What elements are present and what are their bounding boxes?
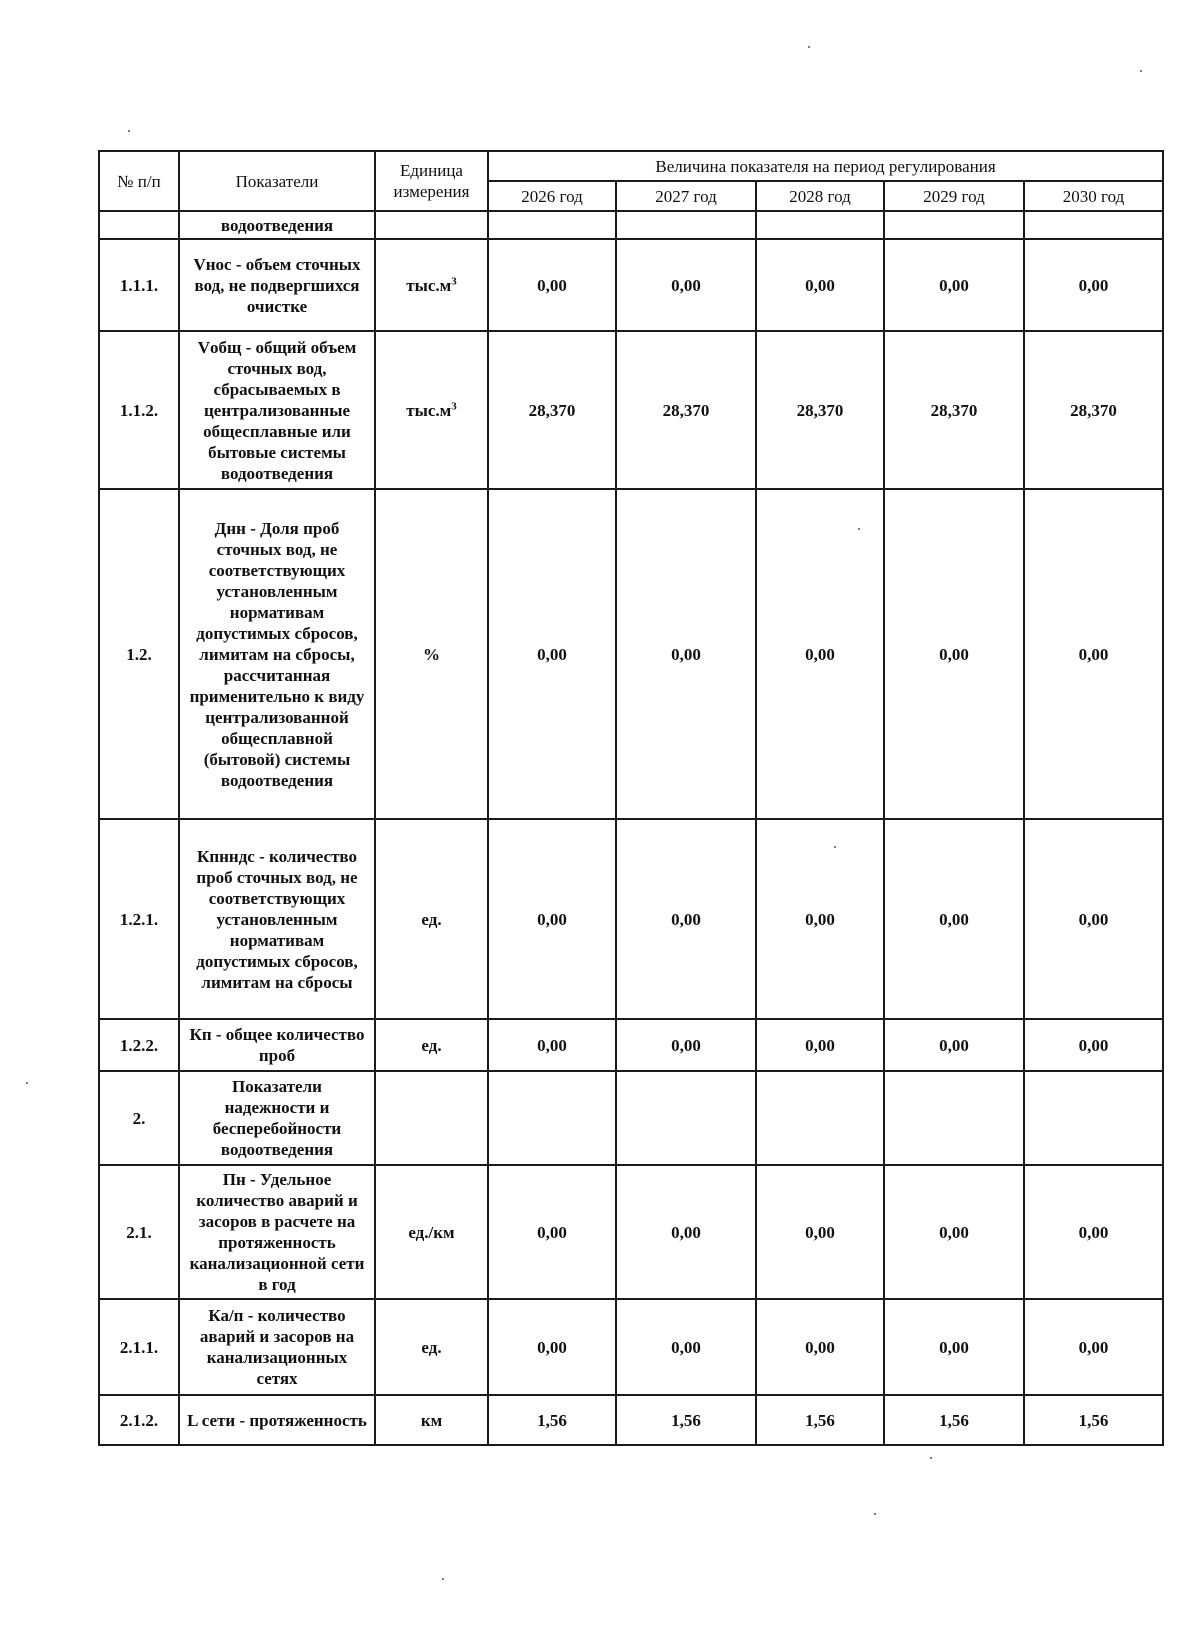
value-cell xyxy=(1024,1071,1163,1165)
row-number: 1.1.1. xyxy=(99,239,179,331)
value-cell: 0,00 xyxy=(616,239,756,331)
value-cell: 0,00 xyxy=(616,1299,756,1395)
scan-speck xyxy=(808,46,810,48)
value-cell: 0,00 xyxy=(488,239,616,331)
indicator-name: Кп - общее количество проб xyxy=(179,1019,375,1071)
row-number: 1.2. xyxy=(99,489,179,819)
unit-cell xyxy=(375,1071,488,1165)
value-cell: 0,00 xyxy=(756,1019,884,1071)
unit-cell xyxy=(375,331,488,489)
indicator-name: Vобщ - общий объем сточных вод, сбрасываемых в централизованные общесплавные или бытовые системы водоотведения xyxy=(179,331,375,489)
table-row xyxy=(99,331,1163,489)
header-year: 2030 год xyxy=(1024,181,1163,211)
value-cell: 0,00 xyxy=(1024,489,1163,819)
value-cell: 0,00 xyxy=(1024,1019,1163,1071)
unit-superscript: 3 xyxy=(451,274,457,287)
scan-speck xyxy=(930,1457,932,1459)
value-cell: 1,56 xyxy=(1024,1395,1163,1445)
value-cell: 0,00 xyxy=(488,819,616,1019)
unit-label: тыс.м xyxy=(406,275,452,295)
table-header xyxy=(99,151,1163,211)
indicator-name: Кпнндс - количество проб сточных вод, не соответствующих установленным нормативам допустимых сбросов, лимитам на сбросы xyxy=(179,819,375,1019)
value-cell xyxy=(884,211,1024,239)
value-cell: 0,00 xyxy=(488,1019,616,1071)
scan-speck xyxy=(858,528,860,530)
scan-speck xyxy=(874,1513,876,1515)
table-row xyxy=(99,819,1163,1019)
header-indicators: Показатели xyxy=(179,151,375,211)
indicator-name: L сети - протяженность xyxy=(179,1395,375,1445)
value-cell xyxy=(488,211,616,239)
value-cell: 28,370 xyxy=(884,331,1024,489)
value-cell: 1,56 xyxy=(488,1395,616,1445)
unit-cell xyxy=(375,1165,488,1299)
indicator-name: Пн - Удельное количество аварий и засоров в расчете на протяженность канализационной сети в год xyxy=(179,1165,375,1299)
value-cell: 1,56 xyxy=(756,1395,884,1445)
header-year: 2028 год xyxy=(756,181,884,211)
header-num: № п/п xyxy=(99,151,179,211)
value-cell: 0,00 xyxy=(884,1299,1024,1395)
value-cell: 0,00 xyxy=(884,489,1024,819)
unit-label: тыс.м xyxy=(406,400,452,420)
header-year: 2026 год xyxy=(488,181,616,211)
value-cell: 0,00 xyxy=(488,489,616,819)
unit-cell xyxy=(375,819,488,1019)
value-cell: 0,00 xyxy=(616,1019,756,1071)
value-cell: 0,00 xyxy=(488,1165,616,1299)
unit-cell xyxy=(375,1019,488,1071)
unit-superscript: 3 xyxy=(451,399,457,412)
value-cell: 28,370 xyxy=(488,331,616,489)
value-cell xyxy=(756,1071,884,1165)
value-cell: 0,00 xyxy=(1024,1299,1163,1395)
value-cell: 0,00 xyxy=(756,1165,884,1299)
value-cell: 0,00 xyxy=(616,1165,756,1299)
value-cell: 0,00 xyxy=(616,489,756,819)
scan-speck xyxy=(128,130,130,132)
value-cell: 1,56 xyxy=(884,1395,1024,1445)
indicators-table xyxy=(98,150,1164,1446)
value-cell: 0,00 xyxy=(1024,239,1163,331)
value-cell: 0,00 xyxy=(756,819,884,1019)
unit-cell xyxy=(375,239,488,331)
table-row xyxy=(99,1019,1163,1071)
value-cell: 0,00 xyxy=(756,239,884,331)
unit-label: ед. xyxy=(421,1035,442,1055)
unit-label: ед./км xyxy=(408,1222,455,1242)
table-row xyxy=(99,1395,1163,1445)
scan-speck xyxy=(442,1578,444,1580)
value-cell xyxy=(616,1071,756,1165)
value-cell: 28,370 xyxy=(1024,331,1163,489)
value-cell: 28,370 xyxy=(756,331,884,489)
value-cell: 0,00 xyxy=(884,239,1024,331)
value-cell: 0,00 xyxy=(756,1299,884,1395)
header-year: 2029 год xyxy=(884,181,1024,211)
indicator-name: Vнос - объем сточных вод, не подвергшихся очистке xyxy=(179,239,375,331)
table-row xyxy=(99,211,1163,239)
table-row xyxy=(99,489,1163,819)
unit-cell xyxy=(375,211,488,239)
scan-speck xyxy=(26,1082,28,1084)
indicator-name: Днн - Доля проб сточных вод, не соответствующих установленным нормативам допустимых сбросов, лимитам на сбросы, рассчитанная применительно к виду централизованной общесплавной (бытовой) системы водоотведения xyxy=(179,489,375,819)
row-number xyxy=(99,211,179,239)
value-cell xyxy=(488,1071,616,1165)
value-cell: 0,00 xyxy=(884,1019,1024,1071)
value-cell: 1,56 xyxy=(616,1395,756,1445)
unit-cell xyxy=(375,1395,488,1445)
scan-speck xyxy=(1140,70,1142,72)
value-cell xyxy=(1024,211,1163,239)
table-row xyxy=(99,1299,1163,1395)
header-period: Величина показателя на период регулирования xyxy=(488,151,1163,181)
table-row xyxy=(99,1071,1163,1165)
row-number: 2. xyxy=(99,1071,179,1165)
row-number: 2.1.2. xyxy=(99,1395,179,1445)
scan-speck xyxy=(834,846,836,848)
row-number: 1.1.2. xyxy=(99,331,179,489)
unit-label: ед. xyxy=(421,1337,442,1357)
header-year: 2027 год xyxy=(616,181,756,211)
unit-label: км xyxy=(420,1410,443,1430)
indicator-name: водоотведения xyxy=(179,211,375,239)
value-cell: 0,00 xyxy=(884,819,1024,1019)
value-cell xyxy=(616,211,756,239)
unit-cell xyxy=(375,1299,488,1395)
value-cell: 0,00 xyxy=(1024,819,1163,1019)
row-number: 1.2.2. xyxy=(99,1019,179,1071)
row-number: 2.1.1. xyxy=(99,1299,179,1395)
header-unit: Единица измерения xyxy=(375,151,488,211)
value-cell: 0,00 xyxy=(756,489,884,819)
unit-cell xyxy=(375,489,488,819)
table-body xyxy=(99,211,1163,1445)
unit-label: ед. xyxy=(421,909,442,929)
value-cell: 0,00 xyxy=(884,1165,1024,1299)
indicator-name: Показатели надежности и бесперебойности водоотведения xyxy=(179,1071,375,1165)
value-cell: 0,00 xyxy=(1024,1165,1163,1299)
value-cell: 0,00 xyxy=(616,819,756,1019)
value-cell xyxy=(884,1071,1024,1165)
value-cell: 28,370 xyxy=(616,331,756,489)
row-number: 1.2.1. xyxy=(99,819,179,1019)
unit-label: % xyxy=(423,644,440,664)
table-row xyxy=(99,1165,1163,1299)
row-number: 2.1. xyxy=(99,1165,179,1299)
value-cell: 0,00 xyxy=(488,1299,616,1395)
table-row xyxy=(99,239,1163,331)
indicator-name: Ка/п - количество аварий и засоров на канализационных сетях xyxy=(179,1299,375,1395)
value-cell xyxy=(756,211,884,239)
